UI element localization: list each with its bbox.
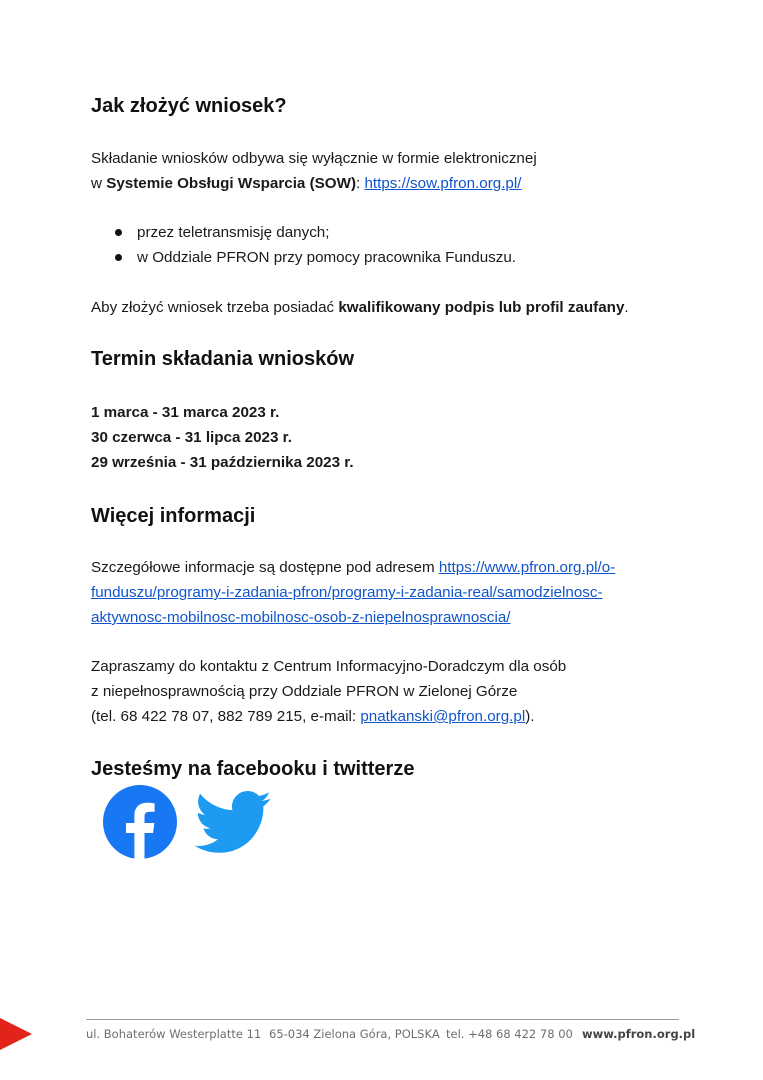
- sow-link[interactable]: https://sow.pfron.org.pl/: [364, 175, 522, 192]
- heading-deadlines: Termin składania wniosków: [91, 348, 355, 370]
- intro-line-2: [91, 171, 521, 196]
- heading-social: Jesteśmy na facebooku i twitterze: [91, 758, 415, 780]
- social-icons: [102, 784, 274, 860]
- list-item: w Oddziale PFRON przy pomocy pracownika Funduszu.: [115, 245, 516, 270]
- info-link-cont[interactable]: aktywnosc-mobilnosc-mobilnosc-osob-z-niepelnosprawnoscia/: [91, 609, 511, 626]
- contact-line: z niepełnosprawnością przy Oddziale PFRON w Zielonej Górze: [91, 683, 518, 700]
- deadline-dates: [91, 400, 354, 475]
- footer-accent-arrow: [0, 1018, 32, 1050]
- heading-how-to-apply: Jak złożyć wniosek?: [91, 95, 287, 117]
- sow-system-name: Systemie Obsługi Wsparcia (SOW): [106, 175, 356, 192]
- info-link[interactable]: https://www.pfron.org.pl/o-: [438, 559, 616, 576]
- bullet-icon: [115, 254, 122, 261]
- intro-line-1: Składanie wniosków odbywa się wyłącznie w formie elektronicznej: [91, 150, 537, 167]
- signature-requirement: Aby złożyć wniosek trzeba posiadać kwalifikowany podpis lub profil zaufany.: [91, 299, 629, 316]
- contact-line: Zapraszamy do kontaktu z Centrum Informacyjno-Doradczym dla osób: [91, 658, 567, 675]
- signature-bold: kwalifikowany podpis lub profil zaufany: [338, 299, 625, 316]
- footer-phone: tel. +48 68 422 78 00: [446, 1027, 573, 1041]
- intro-colon: :: [356, 175, 365, 192]
- date-range: 30 czerwca - 31 lipca 2023 r.: [91, 429, 292, 446]
- footer-divider: [86, 1019, 679, 1020]
- footer-city: 65-034 Zielona Góra, POLSKA: [269, 1027, 440, 1041]
- info-paragraph: Szczegółowe informacje są dostępne pod adresem https://www.pfron.org.pl/o- funduszu/programy-i-zadania-pfron/programy-i-zadania-real/samodzielnosc- aktywnosc-mobilnosc-mobilnosc-osob-z-niepelnosprawnoscia/: [91, 559, 616, 626]
- info-link-cont[interactable]: funduszu/programy-i-zadania-pfron/programy-i-zadania-real/samodzielnosc-: [91, 584, 603, 601]
- footer-website[interactable]: www.pfron.org.pl: [582, 1027, 696, 1041]
- intro-prefix: w: [91, 175, 107, 192]
- footer-address: ul. Bohaterów Westerplatte 11: [86, 1027, 262, 1041]
- date-range: 1 marca - 31 marca 2023 r.: [91, 404, 280, 421]
- twitter-icon[interactable]: [192, 784, 274, 860]
- heading-more-info: Więcej informacji: [91, 505, 256, 527]
- bullet-icon: [115, 229, 122, 236]
- date-range: 29 września - 31 października 2023 r.: [91, 454, 354, 471]
- list-item: przez teletransmisję danych;: [115, 220, 516, 245]
- submission-methods-list: [115, 220, 516, 270]
- contact-email-link[interactable]: pnatkanski@pfron.org.pl: [360, 708, 526, 725]
- facebook-icon[interactable]: [102, 784, 178, 860]
- contact-paragraph: Zapraszamy do kontaktu z Centrum Informacyjno-Doradczym dla osób z niepełnosprawnością przy Oddziale PFRON w Zielonej Górze (tel. 68 422 78 07, 882 789 215, e-mail: pnatkanski@pfron.org.pl).: [91, 654, 566, 729]
